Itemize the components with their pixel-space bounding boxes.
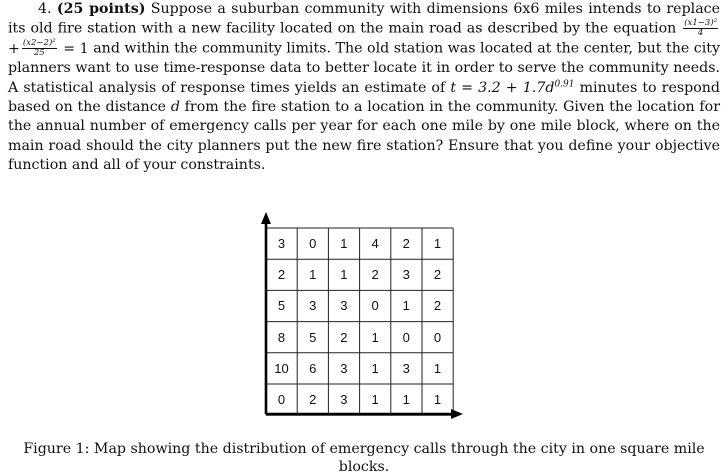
grid-cell: 0 xyxy=(371,298,379,314)
grid-cell: 3 xyxy=(277,236,286,251)
problem-number: 4. xyxy=(38,1,52,17)
grid-cell: 3 xyxy=(340,360,348,376)
grid-cell: 0 xyxy=(277,392,286,407)
grid-cell: 2 xyxy=(340,329,348,345)
response-time-formula: $t = 3.2 + 1.7d^{0.91}$ xyxy=(450,78,575,96)
grid-cell: 2 xyxy=(433,267,442,283)
grid-cell: 3 xyxy=(340,298,348,314)
grid-cell: 0 xyxy=(402,329,410,345)
grid-cell: 5 xyxy=(309,329,317,345)
grid-cell: 3 xyxy=(340,392,348,407)
grid-cell: 2 xyxy=(277,267,286,283)
grid-cell: 0 xyxy=(433,329,442,345)
problem-text-distance: minutes to respond based on the distance xyxy=(8,79,720,116)
grid-cell: 1 xyxy=(433,392,442,407)
grid-cell: 5 xyxy=(277,298,286,314)
grid-cell: 1 xyxy=(309,267,317,283)
y-axis-arrow-icon xyxy=(261,212,271,224)
grid-cell: 2 xyxy=(371,267,379,283)
problem-text-middle: and within the community limits. The old station was located at the center, but the city planners want to use time-response data to better locate it in order to serve the community needs. A statistical analysis of response times yields an estimate of xyxy=(8,40,720,96)
grid-cell: 8 xyxy=(277,329,286,345)
grid-cell: 4 xyxy=(371,236,379,251)
grid-cell: 1 xyxy=(402,298,410,314)
grid-cell: 6 xyxy=(309,360,317,376)
variable-d: d xyxy=(170,99,180,116)
grid-cell: 1 xyxy=(371,329,379,345)
grid-cell: 1 xyxy=(340,267,348,283)
figure-caption: Figure 1: Map showing the distribution of emergency calls through the city in one square mile blocks. xyxy=(23,441,705,475)
grid-cell: 1 xyxy=(340,236,348,251)
grid-cell: 3 xyxy=(309,298,317,314)
grid-cell: 3 xyxy=(402,267,410,283)
fraction-2: $\frac{\text{(x2−2)²}}{25}$ xyxy=(22,38,56,59)
grid-cell: 3 xyxy=(402,360,410,376)
fraction-1: $\frac{\text{(x1−3)²}}{4}$ xyxy=(684,18,717,39)
grid-cell: 1 xyxy=(371,360,379,376)
problem-text-intro: Suppose a suburban community with dimensions 6x6 miles intends to replace its old fire station with a new facility located on the main road as described by the equation xyxy=(8,1,720,37)
grid-cell: 2 xyxy=(309,392,317,407)
grid-cell: 0 xyxy=(309,236,317,251)
ellipse-equation: $\frac{\text{(x1−3)²}}{4}$ + $\frac{\text{(x2−2)²}}{25}$ = 1 xyxy=(8,18,717,59)
problem-points: (25 points) xyxy=(56,1,146,17)
grid-cell: 2 xyxy=(402,236,410,251)
grid-cell: 1 xyxy=(433,236,442,251)
problem-text-end: from the fire station to a location in the community. Given the location for the annual number of emergency calls per year for each one mile by one mile block, where on the main road should the city planners put the new fire station? Ensure that you define your objective function and all of your constraints. xyxy=(8,99,720,174)
grid-cell: 1 xyxy=(402,392,410,407)
grid-cell: 1 xyxy=(433,360,442,376)
grid-cell: 1 xyxy=(371,392,379,407)
grid-cell: 10 xyxy=(274,360,289,376)
grid-cell: 2 xyxy=(433,298,442,314)
